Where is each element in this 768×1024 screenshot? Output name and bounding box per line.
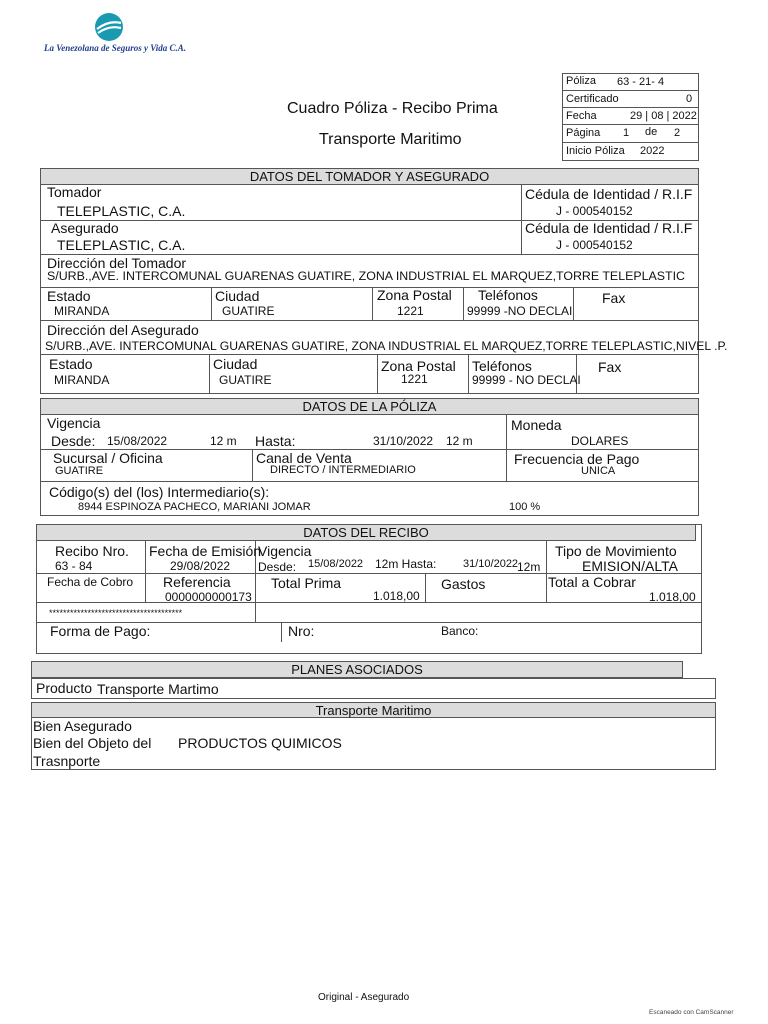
estado2-value: MIRANDA xyxy=(54,373,110,387)
hasta-recibo-months: 12m xyxy=(517,560,541,574)
pagina-label: Página xyxy=(566,127,601,139)
nro-label: Nro: xyxy=(288,623,315,639)
inicio-label: Inicio Póliza xyxy=(566,145,625,157)
vigencia-label: Vigencia xyxy=(47,415,101,431)
referencia-label: Referencia xyxy=(163,574,231,590)
fax2-label: Fax xyxy=(598,359,622,375)
fecha-emision-value: 29/08/2022 xyxy=(170,559,231,573)
hasta-value: 31/10/2022 xyxy=(373,434,434,448)
referencia-value: 0000000000173 xyxy=(165,590,252,604)
recibo-value: 63 - 84 xyxy=(55,559,93,573)
ciudad2-value: GUATIRE xyxy=(219,373,272,387)
pagina-num: 1 xyxy=(623,127,630,139)
zona2-label: Zona Postal xyxy=(381,358,456,374)
cedula-label: Cédula de Identidad / R.I.F xyxy=(525,186,693,202)
desde-recibo-label: Desde: xyxy=(258,560,297,574)
cedula-value: J - 000540152 xyxy=(556,204,633,218)
forma-pago-label: Forma de Pago: xyxy=(50,623,151,639)
planes-section-header: PLANES ASOCIADOS xyxy=(31,661,683,678)
total-cobrar-label: Total a Cobrar xyxy=(548,574,636,590)
bien-label-1: Bien Asegurado xyxy=(33,718,132,734)
telefonos-value: 99999 -NO DECLAI xyxy=(467,304,573,318)
moneda-label: Moneda xyxy=(511,417,562,433)
banco-label: Banco: xyxy=(441,624,479,638)
dir-tomador-label: Dirección del Tomador xyxy=(47,255,187,271)
fecha-value: 29 | 08 | 2022 xyxy=(630,110,697,122)
zona-value: 1221 xyxy=(397,304,424,318)
page-subtitle: Transporte Maritimo xyxy=(319,131,462,148)
ciudad-value: GUATIRE xyxy=(222,304,275,318)
desde-value: 15/08/2022 xyxy=(107,434,168,448)
telefonos2-value: 99999 - NO DECLAI xyxy=(472,373,581,387)
ciudad-label: Ciudad xyxy=(215,288,260,304)
hasta-months: 12 m xyxy=(446,434,473,448)
total-prima-label: Total Prima xyxy=(271,575,342,591)
certificado-value: 0 xyxy=(686,93,693,105)
dir-asegurado-value: S/URB.,AVE. INTERCOMUNAL GUARENAS GUATIRE, ZONA INDUSTRIAL EL MARQUEZ,TORRE TELEPLASTIC,NIVEL .P. xyxy=(45,339,728,353)
pagina-de: de xyxy=(645,126,658,138)
frecuencia-label: Frecuencia de Pago xyxy=(514,451,640,467)
footer-text: Original - Asegurado xyxy=(318,992,410,1003)
desde-months: 12 m xyxy=(210,434,237,448)
bien-label-2: Bien del Objeto del xyxy=(33,735,152,751)
recibo-section-header: DATOS DEL RECIBO xyxy=(36,524,696,541)
transporte-sub-header: Transporte Maritimo xyxy=(31,702,716,718)
dir-tomador-value: S/URB.,AVE. INTERCOMUNAL GUARENAS GUATIRE, ZONA INDUSTRIAL EL MARQUEZ,TORRE TELEPLASTIC xyxy=(47,269,685,283)
hasta-recibo-value: 31/10/2022 xyxy=(463,558,519,570)
recibo-label: Recibo Nro. xyxy=(55,543,129,559)
zona-label: Zona Postal xyxy=(377,287,452,303)
estado-label: Estado xyxy=(47,288,91,304)
desde-label: Desde: xyxy=(51,433,96,449)
certificado-label: Certificado xyxy=(566,93,619,105)
company-name: La Venezolana de Seguros y Vida C.A. xyxy=(44,43,187,53)
desde-recibo-months: 12m Hasta: xyxy=(375,557,437,571)
estado-value: MIRANDA xyxy=(54,304,110,318)
producto-label: Producto xyxy=(36,680,93,696)
total-prima-value: 1.018,00 xyxy=(373,589,420,603)
tipo-value: EMISION/ALTA xyxy=(582,558,678,574)
fecha-cobro-label: Fecha de Cobro xyxy=(47,575,134,589)
moneda-value: DOLARES xyxy=(571,434,629,448)
tipo-label: Tipo de Movimiento xyxy=(555,543,677,559)
poliza-section-header: DATOS DE LA PÓLIZA xyxy=(40,398,699,415)
asegurado-value: TELEPLASTIC, C.A. xyxy=(57,237,186,253)
frecuencia-value: UNICA xyxy=(581,465,616,477)
ciudad2-label: Ciudad xyxy=(213,356,258,372)
telefonos-label: Teléfonos xyxy=(478,287,538,303)
pagina-total: 2 xyxy=(674,127,681,139)
sucursal-label: Sucursal / Oficina xyxy=(53,450,163,466)
vigencia-recibo-label: Vigencia xyxy=(258,543,312,559)
total-cobrar-value: 1.018,00 xyxy=(649,590,696,604)
producto-value: Transporte Martimo xyxy=(97,681,219,697)
codigo-percent: 100 % xyxy=(509,501,541,513)
poliza-label: Póliza xyxy=(566,75,596,87)
gastos-label: Gastos xyxy=(441,576,486,592)
stars-line: ************************************** xyxy=(49,608,183,618)
scanner-watermark: Escaneado con CamScanner xyxy=(649,1009,734,1016)
cedula2-value: J - 000540152 xyxy=(556,238,633,252)
tomador-value: TELEPLASTIC, C.A. xyxy=(57,203,186,219)
dir-asegurado-label: Dirección del Asegurado xyxy=(47,322,199,338)
company-logo-icon xyxy=(94,12,124,42)
bien-label-3: Trasnporte xyxy=(33,753,101,769)
estado2-label: Estado xyxy=(49,356,93,372)
fecha-label: Fecha xyxy=(566,110,597,122)
fax-label: Fax xyxy=(602,290,626,306)
desde-recibo-value: 15/08/2022 xyxy=(308,558,364,570)
inicio-value: 2022 xyxy=(640,145,665,157)
canal-label: Canal de Venta xyxy=(256,450,352,466)
codigo-value: 8944 ESPINOZA PACHECO, MARIANI JOMAR xyxy=(78,501,311,513)
canal-value: DIRECTO / INTERMEDIARIO xyxy=(270,464,416,476)
poliza-value: 63 - 21- 4 xyxy=(617,76,665,88)
tomador-label: Tomador xyxy=(47,184,102,200)
bien-value: PRODUCTOS QUIMICOS xyxy=(178,735,342,751)
hasta-label: Hasta: xyxy=(255,433,296,449)
page-title: Cuadro Póliza - Recibo Prima xyxy=(287,100,498,117)
zona2-value: 1221 xyxy=(401,372,428,386)
fecha-emision-label: Fecha de Emisión xyxy=(149,543,262,559)
asegurado-label: Asegurado xyxy=(51,220,119,236)
cedula2-label: Cédula de Identidad / R.I.F xyxy=(525,220,693,236)
telefonos2-label: Teléfonos xyxy=(472,358,532,374)
tomador-section-header: DATOS DEL TOMADOR Y ASEGURADO xyxy=(40,168,699,185)
sucursal-value: GUATIRE xyxy=(55,465,104,477)
codigo-label: Código(s) del (los) Intermediario(s): xyxy=(49,484,270,500)
